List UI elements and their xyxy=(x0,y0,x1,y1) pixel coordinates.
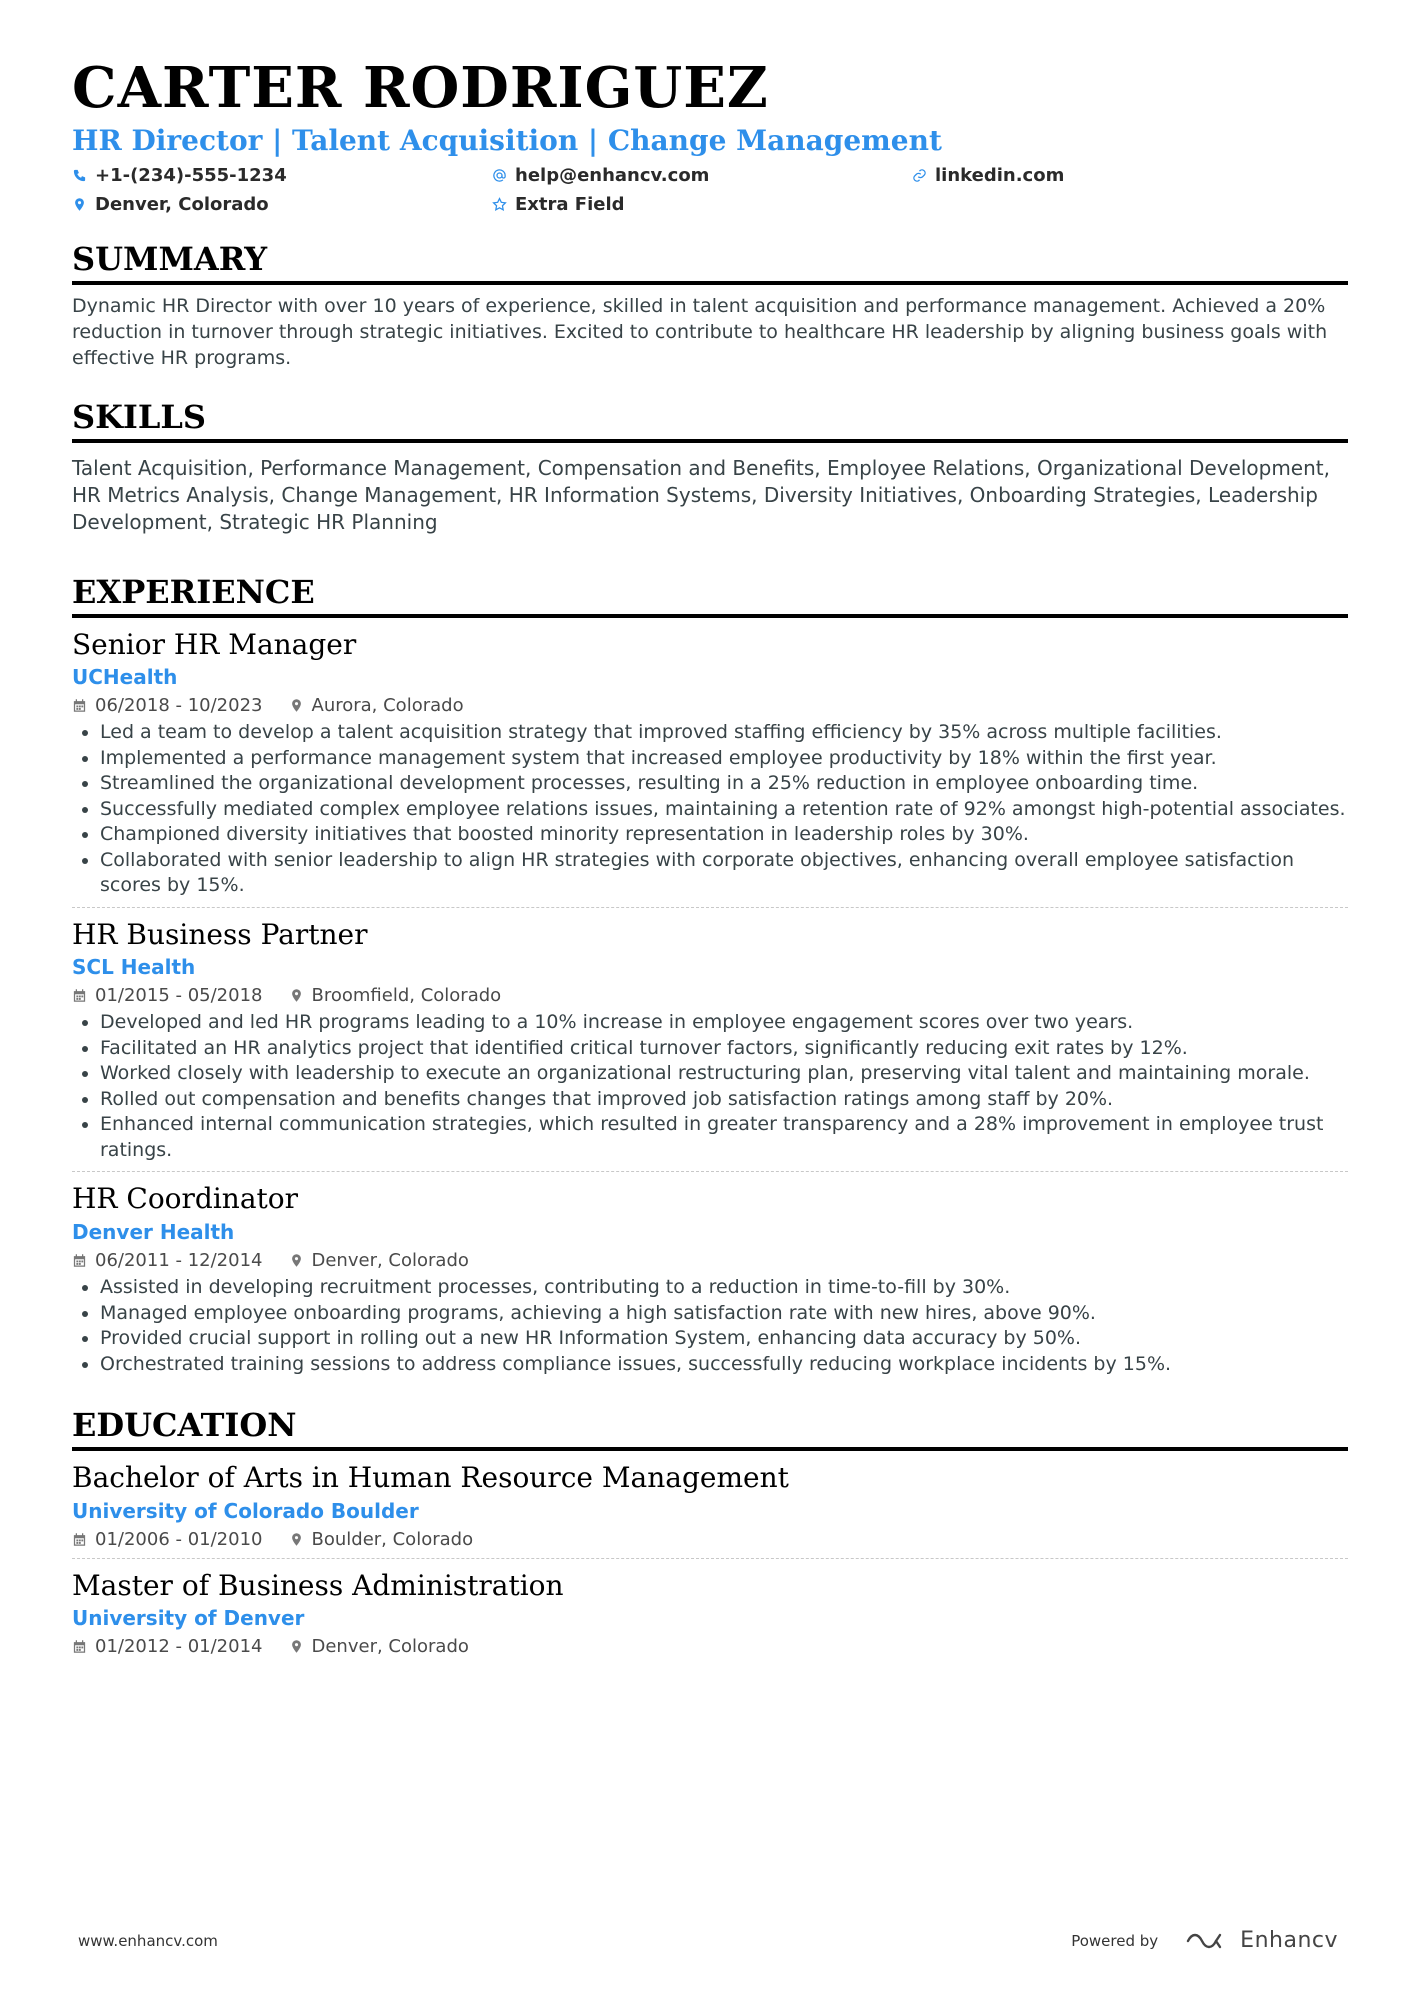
job-meta xyxy=(72,1529,1348,1550)
phone-text: +1-(234)-555-1234 xyxy=(95,164,287,186)
company-name: Denver Health xyxy=(72,1220,235,1245)
bullet-point: • Championed diversity initiatives that boosted minority representation in leadership roles by 30%. xyxy=(100,822,1348,848)
job-bullets xyxy=(72,720,1348,899)
summary-section xyxy=(72,239,1348,371)
location-pin-icon xyxy=(289,1253,304,1268)
company-name: SCL Health xyxy=(72,955,196,980)
calendar-icon xyxy=(72,1253,87,1268)
job-dates: 01/2012 - 01/2014 xyxy=(95,1636,263,1658)
page-footer xyxy=(78,1928,1338,1953)
bullet-point: • Developed and led HR programs leading to a 10% increase in employee engagement scores over two years. xyxy=(100,1010,1348,1036)
linkedin-text: linkedin.com xyxy=(935,164,1065,186)
job-dates: 06/2011 - 12/2014 xyxy=(95,1250,263,1272)
bullet-point: • Successfully mediated complex employee relations issues, maintaining a retention rate of 92% amongst high-potential associates. xyxy=(100,797,1348,823)
star-icon xyxy=(492,197,507,212)
job-location: Broomfield, Colorado xyxy=(311,985,502,1007)
contact-linkedin[interactable] xyxy=(912,165,1332,186)
skills-text: Talent Acquisition, Performance Management, Compensation and Benefits, Employee Relations, Organizational Development, HR Metrics Analysis, Change Management, HR Information Systems, Diversity Initiatives, Onboarding Strategies, Leadership Development, Strategic HR Planning xyxy=(72,455,1330,534)
bullet-point: • Rolled out compensation and benefits changes that improved job satisfaction ratings among staff by 20%. xyxy=(100,1087,1348,1113)
bullet-point: • Implemented a performance management system that increased employee productivity by 18% within the first year. xyxy=(100,746,1348,772)
calendar-icon xyxy=(72,698,87,713)
bullet-point: • Provided crucial support in rolling out a new HR Information System, enhancing data accuracy by 50%. xyxy=(100,1326,1348,1352)
education-heading: EDUCATION xyxy=(72,1409,1348,1451)
footer-website[interactable]: www.enhancv.com xyxy=(78,1931,218,1950)
job-dates: 01/2006 - 01/2010 xyxy=(95,1528,263,1550)
skills-heading: SKILLS xyxy=(72,401,1348,443)
location-pin-icon xyxy=(289,1639,304,1654)
degree-title: Master of Business Administration xyxy=(72,1568,564,1602)
bullet-point: • Enhanced internal communication strategies, which resulted in greater transparency and a 28% improvement in employee trust ratings. xyxy=(100,1112,1348,1163)
enhancv-logo-icon xyxy=(1184,1930,1230,1952)
at-icon xyxy=(492,168,507,183)
experience-entry xyxy=(72,908,1348,1173)
experience-list xyxy=(72,618,1348,1385)
education-entry xyxy=(72,1451,1348,1559)
link-icon xyxy=(912,168,927,183)
experience-section xyxy=(72,572,1348,1385)
brand-name: Enhancv xyxy=(1240,1928,1338,1953)
job-location: Aurora, Colorado xyxy=(311,695,464,717)
bullet-point: • Worked closely with leadership to execute an organizational restructuring plan, preserving vital talent and maintaining morale. xyxy=(100,1061,1348,1087)
experience-entry xyxy=(72,1172,1348,1385)
job-title: HR Business Partner xyxy=(72,917,368,951)
contact-email[interactable] xyxy=(492,165,912,186)
education-list xyxy=(72,1451,1348,1665)
calendar-icon xyxy=(72,988,87,1003)
job-location: Denver, Colorado xyxy=(311,1636,469,1658)
bullet-point: • Led a team to develop a talent acquisition strategy that improved staffing efficiency by 35% across multiple facilities. xyxy=(100,720,1348,746)
job-dates: 01/2015 - 05/2018 xyxy=(95,985,263,1007)
job-title: HR Coordinator xyxy=(72,1182,299,1216)
job-bullets xyxy=(72,1275,1348,1377)
location-pin-icon xyxy=(289,1532,304,1547)
summary-text: Dynamic HR Director with over 10 years of experience, skilled in talent acquisition and performance management. Achieved a 20% reduction in turnover through strategic initiatives. Excited to contribute to healthcare HR leadership by aligning business goals with effective HR programs. xyxy=(72,294,1328,369)
powered-by-brand xyxy=(1071,1928,1338,1953)
contact-phone xyxy=(72,165,492,186)
location-text: Denver, Colorado xyxy=(95,193,269,215)
job-location: Boulder, Colorado xyxy=(311,1528,474,1550)
job-meta xyxy=(72,695,1348,716)
contact-extra xyxy=(492,194,912,215)
contact-location xyxy=(72,194,492,215)
experience-heading: EXPERIENCE xyxy=(72,576,1348,618)
location-pin-icon xyxy=(289,988,304,1003)
bullet-point: • Assisted in developing recruitment processes, contributing to a reduction in time-to-fill by 30%. xyxy=(100,1275,1348,1301)
contact-info xyxy=(72,165,1348,215)
job-meta xyxy=(72,985,1348,1006)
education-section xyxy=(72,1406,1348,1665)
job-meta xyxy=(72,1250,1348,1271)
bullet-point: • Streamlined the organizational development processes, resulting in a 25% reduction in employee onboarding time. xyxy=(100,771,1348,797)
job-meta xyxy=(72,1636,1348,1657)
email-text: help@enhancv.com xyxy=(515,164,710,186)
bullet-point: • Facilitated an HR analytics project that identified critical turnover factors, significantly reducing exit rates by 12%. xyxy=(100,1036,1348,1062)
job-bullets xyxy=(72,1010,1348,1163)
bullet-point: • Collaborated with senior leadership to align HR strategies with corporate objectives, enhancing overall employee satisfaction scores by 15%. xyxy=(100,848,1348,899)
degree-title: Bachelor of Arts in Human Resource Management xyxy=(72,1461,789,1495)
skills-section xyxy=(72,397,1348,536)
calendar-icon xyxy=(72,1532,87,1547)
bullet-point: • Managed employee onboarding programs, achieving a high satisfaction rate with new hires, above 90%. xyxy=(100,1301,1348,1327)
candidate-title: HR Director | Talent Acquisition | Change Management xyxy=(72,124,942,157)
summary-heading: SUMMARY xyxy=(72,243,1348,285)
job-dates: 06/2018 - 10/2023 xyxy=(95,695,263,717)
location-pin-icon xyxy=(289,698,304,713)
candidate-name: CARTER RODRIGUEZ xyxy=(72,55,769,121)
calendar-icon xyxy=(72,1639,87,1654)
extra-field-text: Extra Field xyxy=(515,193,625,215)
job-title: Senior HR Manager xyxy=(72,627,357,661)
resume-page xyxy=(72,55,1348,1665)
school-name: University of Colorado Boulder xyxy=(72,1498,419,1523)
job-location: Denver, Colorado xyxy=(311,1250,469,1272)
experience-entry xyxy=(72,618,1348,908)
education-entry xyxy=(72,1559,1348,1666)
school-name: University of Denver xyxy=(72,1606,305,1631)
company-name: UCHealth xyxy=(72,665,178,690)
location-pin-icon xyxy=(72,197,87,212)
powered-by-text: Powered by xyxy=(1071,1931,1159,1950)
bullet-point: • Orchestrated training sessions to address compliance issues, successfully reducing workplace incidents by 15%. xyxy=(100,1352,1348,1378)
phone-icon xyxy=(72,168,87,183)
